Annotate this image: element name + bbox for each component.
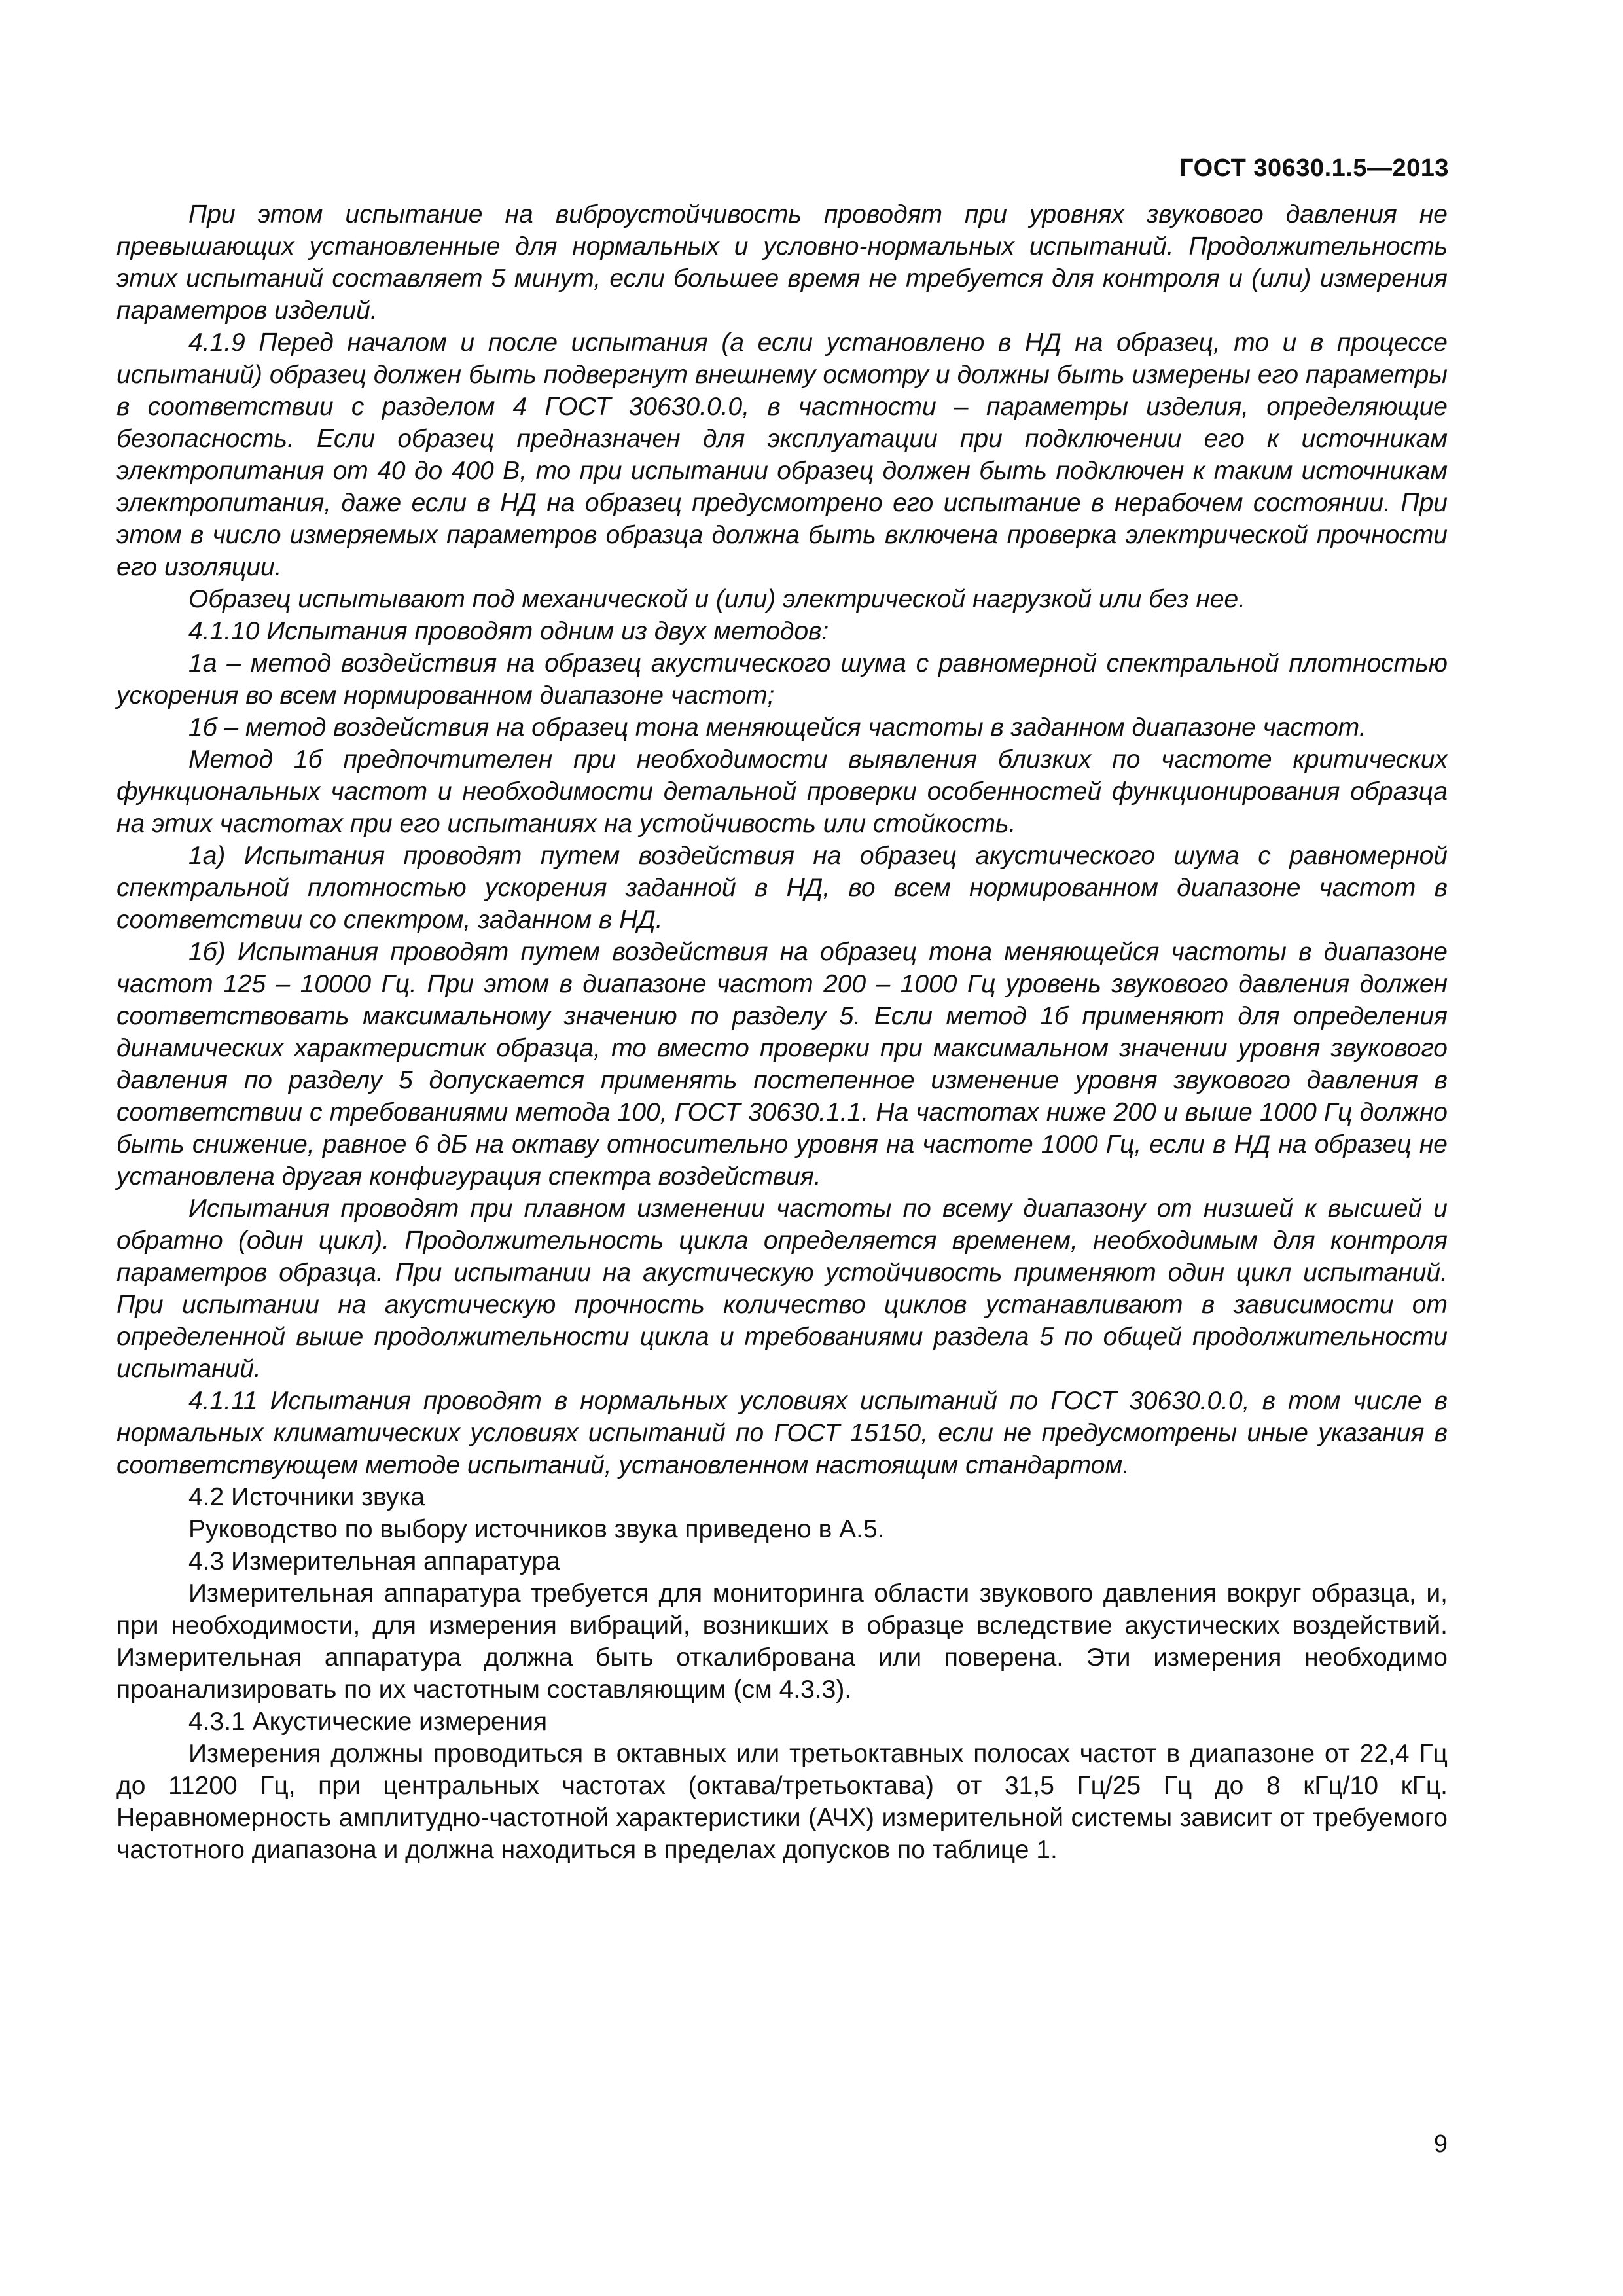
- heading-4-3-1: 4.3.1 Акустические измерения: [188, 1708, 548, 1736]
- paragraph-4-1-10: 4.1.10 Испытания проводят одним из двух методов:: [188, 617, 829, 645]
- paragraph-sound-sources: Руководство по выбору источников звука приведено в А.5.: [188, 1515, 885, 1543]
- paragraph-procedure-1b: 1б) Испытания проводят путем воздействия на образец тона меняющейся частоты в диапазоне частот 125 – 10000 Гц. При этом в диапазоне частот 200 – 1000 Гц уровень звукового давления должен соответствовать максимальному значению по разделу 5. Если метод 1б применяют для определения динамических характеристик образца, то вместо проверки при максимальном значении уровня звукового давления по разделу 5 допускается применять постепенное изменение уровня звукового давления в соответствии с требованиями метода 100, ГОСТ 30630.1.1. На частотах ниже 200 и выше 1000 Гц должно быть снижение, равное 6 дБ на октаву относительно уровня на частоте 1000 Гц, если в НД на образец не установлена другая конфигурация спектра воздействия.: [116, 938, 1448, 1191]
- paragraph-load-conditions: Образец испытывают под механической и (или) электрической нагрузкой или без нее.: [188, 585, 1246, 613]
- paragraph-method-1b-preference: Метод 1б предпочтителен при необходимости выявления близких по частоте критических функциональных частот и необходимости детальной проверки особенностей функционирования образца на этих частотах при его испытаниях на устойчивость или стойкость.: [116, 745, 1448, 838]
- paragraph-procedure-1a: 1а) Испытания проводят путем воздействия на образец акустического шума с равномерной спектральной плотностью ускорения заданной в НД, во всем нормированном диапазоне частот в соответствии со спектром, заданном в НД.: [116, 842, 1448, 934]
- heading-4-2: 4.2 Источники звука: [188, 1483, 425, 1511]
- paragraph-method-1a: 1а – метод воздействия на образец акустического шума с равномерной спектральной плотностью ускорения во всем нормированном диапазоне частот;: [116, 649, 1448, 709]
- paragraph-vibration-test-note: При этом испытание на виброустойчивость проводят при уровнях звукового давления не превышающих установленные для нормальных и условно-нормальных испытаний. Продолжительность этих испытаний составляет 5 минут, если большее время не требуется для контроля и (или) измерения параметров изделий.: [116, 200, 1448, 325]
- document-body: [116, 198, 1448, 1866]
- paragraph-method-1b: 1б – метод воздействия на образец тона меняющейся частоты в заданном диапазоне частот.: [188, 713, 1366, 742]
- paragraph-acoustic-measurements: Измерения должны проводиться в октавных или третьоктавных полосах частот в диапазоне от 22,4 Гц до 11200 Гц, при центральных частотах (октава/третьоктава) от 31,5 Гц/25 Гц до 8 кГц/10 кГц. Неравномерность амплитудно-частотной характеристики (АЧХ) измерительной системы зависит от требуемого частотного диапазона и должна находиться в пределах допусков по таблице 1.: [116, 1740, 1448, 1864]
- paragraph-sweep-cycle: Испытания проводят при плавном изменении частоты по всему диапазону от низшей к высшей и обратно (один цикл). Продолжительность цикла определяется временем, необходимым для контроля параметров образца. При испытании на акустическую устойчивость применяют один цикл испытаний. При испытании на акустическую прочность количество циклов устанавливают в зависимости от определенной выше продолжительности цикла и требованиями раздела 5 по общей продолжительности испытаний.: [116, 1194, 1448, 1383]
- page-number: 9: [1433, 2130, 1448, 2158]
- paragraph-4-1-11: 4.1.11 Испытания проводят в нормальных условиях испытаний по ГОСТ 30630.0.0, в том числе в нормальных климатических условиях испытаний по ГОСТ 15150, если не предусмотрены иные указания в соответствующем методе испытаний, установленном настоящим стандартом.: [116, 1387, 1448, 1479]
- heading-4-3: 4.3 Измерительная аппаратура: [188, 1547, 560, 1575]
- paragraph-4-1-9: 4.1.9 Перед началом и после испытания (а если установлено в НД на образец, то и в процессе испытаний) образец должен быть подвергнут внешнему осмотру и должны быть измерены его параметры в соответствии с разделом 4 ГОСТ 30630.0.0, в частности – параметры изделия, определяющие безопасность. Если образец предназначен для эксплуатации при подключении его к источникам электропитания от 40 до 400 В, то при испытании образец должен быть подключен к таким источникам электропитания, даже если в НД на образец предусмотрено его испытание в нерабочем состоянии. При этом в число измеряемых параметров образца должна быть включена проверка электрической прочности его изоляции.: [116, 329, 1448, 581]
- paragraph-measuring-equipment: Измерительная аппаратура требуется для мониторинга области звукового давления вокруг образца, и, при необходимости, для измерения вибраций, возникших в образце вследствие акустических воздействий. Измерительная аппаратура должна быть откалибрована или поверена. Эти измерения необходимо проанализировать по их частотным составляющим (см 4.3.3).: [116, 1579, 1448, 1704]
- document-header-id: ГОСТ 30630.1.5—2013: [1179, 154, 1449, 182]
